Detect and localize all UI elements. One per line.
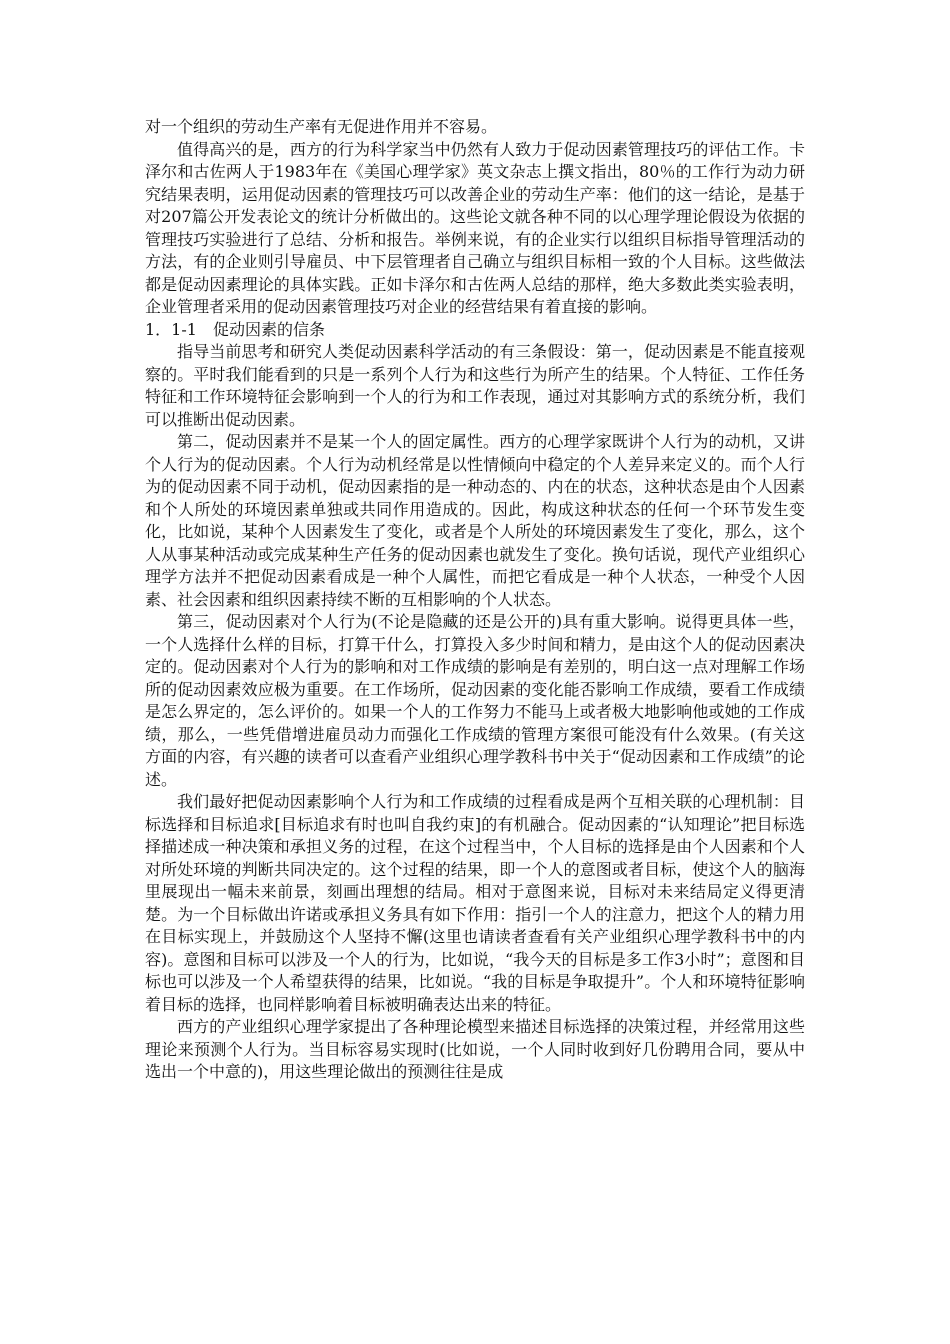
paragraph-first-assumption: 指导当前思考和研究人类促动因素科学活动的有三条假设：第一，促动因素是不能直接观察的。平时我们能看到的只是一系列个人行为和这些行为所产生的结果。个人特征、工作任务特征和工作环境特征会影响到一个人的行为和工作表现，通过对其影响方式的系统分析，我们可以推断出促动因素。 — [145, 342, 805, 429]
paragraph-goal-choice: 我们最好把促动因素影响个人行为和工作成绩的过程看成是两个互相关联的心理机制：目标选择和目标追求[目标追求有时也叫自我约束]的有机融合。促动因素的“认知理论”把目标选择描述成一种决策和承担义务的过程，在这个过程当中，个人目标的选择是由个人因素和个人对所处环境的判断共同决定的。这个过程的结果，即一个人的意图或者目标，使这个人的脑海里展现出一幅未来前景，刻画出理想的结局。相对于意图来说，目标对未来结局定义得更清楚。为一个目标做出许诺或承担义务具有如下作用：指引一个人的注意力，把这个人的精力用在目标实现上，并鼓励这个人坚持不懈(这里也请读者查看有关产业组织心理学教科书中的内容)。意图和目标可以涉及一个人的行为，比如说，“我今天的目标是多工作3小时”；意图和目标也可以涉及一个人希望获得的结果，比如说。“我的目标是争取提升”。个人和环境特征影响着目标的选择，也同样影响着目标被明确表达出来的特征。 — [145, 792, 805, 1014]
paragraph-evaluation-work: 值得高兴的是，西方的行为科学家当中仍然有人致力于促动因素管理技巧的评估工作。卡泽尔和古佐两人于1983年在《美国心理学家》英文杂志上撰文指出，80％的工作行为动力研究结果表明，运用促动因素的管理技巧可以改善企业的劳动生产率：他们的这一结论，是基于对207篇公开发表论文的统计分析做出的。这些论文就各种不同的以心理学理论假设为依据的管理技巧实验进行了总结、分析和报告。举例来说，有的企业实行以组织目标指导管理活动的方法，有的企业则引导雇员、中下层管理者自己确立与组织目标相一致的个人目标。这些做法都是促动因素理论的具体实践。正如卡泽尔和古佐两人总结的那样，绝大多数此类实验表明，企业管理者采用的促动因素管理技巧对企业的经营结果有着直接的影响。 — [145, 139, 805, 316]
section-heading: 1．1-1 促动因素的信条 — [145, 319, 325, 339]
paragraph-second-assumption: 第二，促动因素并不是某一个人的固定属性。西方的心理学家既讲个人行为的动机，又讲个人行为的促动因素。个人行为动机经常是以性情倾向中稳定的个人差异来定义的。而个人行为的促动因素不同于动机，促动因素指的是一种动态的、内在的状态，这种状态是由个人因素和个人所处的环境因素单独或共同作用造成的。因此，构成这种状态的任何一个环节发生变化，比如说，某种个人因素发生了变化，或者是个人所处的环境因素发生了变化，那么，这个人从事某种活动或完成某种生产任务的促动因素也就发生了变化。换句话说，现代产业组织心理学方法并不把促动因素看成是一种个人属性，而把它看成是一种个人状态，一种受个人因素、社会因素和组织因素持续不断的互相影响的个人状态。 — [145, 432, 805, 609]
paragraph-theory-models: 西方的产业组织心理学家提出了各种理论模型来描述目标选择的决策过程，并经常用这些理论来预测个人行为。当目标容易实现时(比如说，一个人同时收到好几份聘用合同，要从中选出一个中意的)，用这些理论做出的预测往往是成 — [145, 1017, 805, 1081]
paragraph-continuation: 对一个组织的劳动生产率有无促进作用并不容易。 — [145, 117, 498, 136]
document-page — [145, 116, 805, 1084]
paragraph-third-assumption: 第三，促动因素对个人行为(不论是隐藏的还是公开的)具有重大影响。说得更具体一些，一个人选择什么样的目标，打算干什么，打算投入多少时间和精力，是由这个人的促动因素决定的。促动因素对个人行为的影响和对工作成绩的影响是有差别的，明白这一点对理解工作场所的促动因素效应极为重要。在工作场所，促动因素的变化能否影响工作成绩，要看工作成绩是怎么界定的，怎么评价的。如果一个人的工作努力不能马上或者极大地影响他或她的工作成绩，那么，一些凭借增进雇员动力而强化工作成绩的管理方案很可能没有什么效果。(有关这方面的内容，有兴趣的读者可以查看产业组织心理学教科书中关于“促动因素和工作成绩”的论述。 — [145, 612, 805, 789]
